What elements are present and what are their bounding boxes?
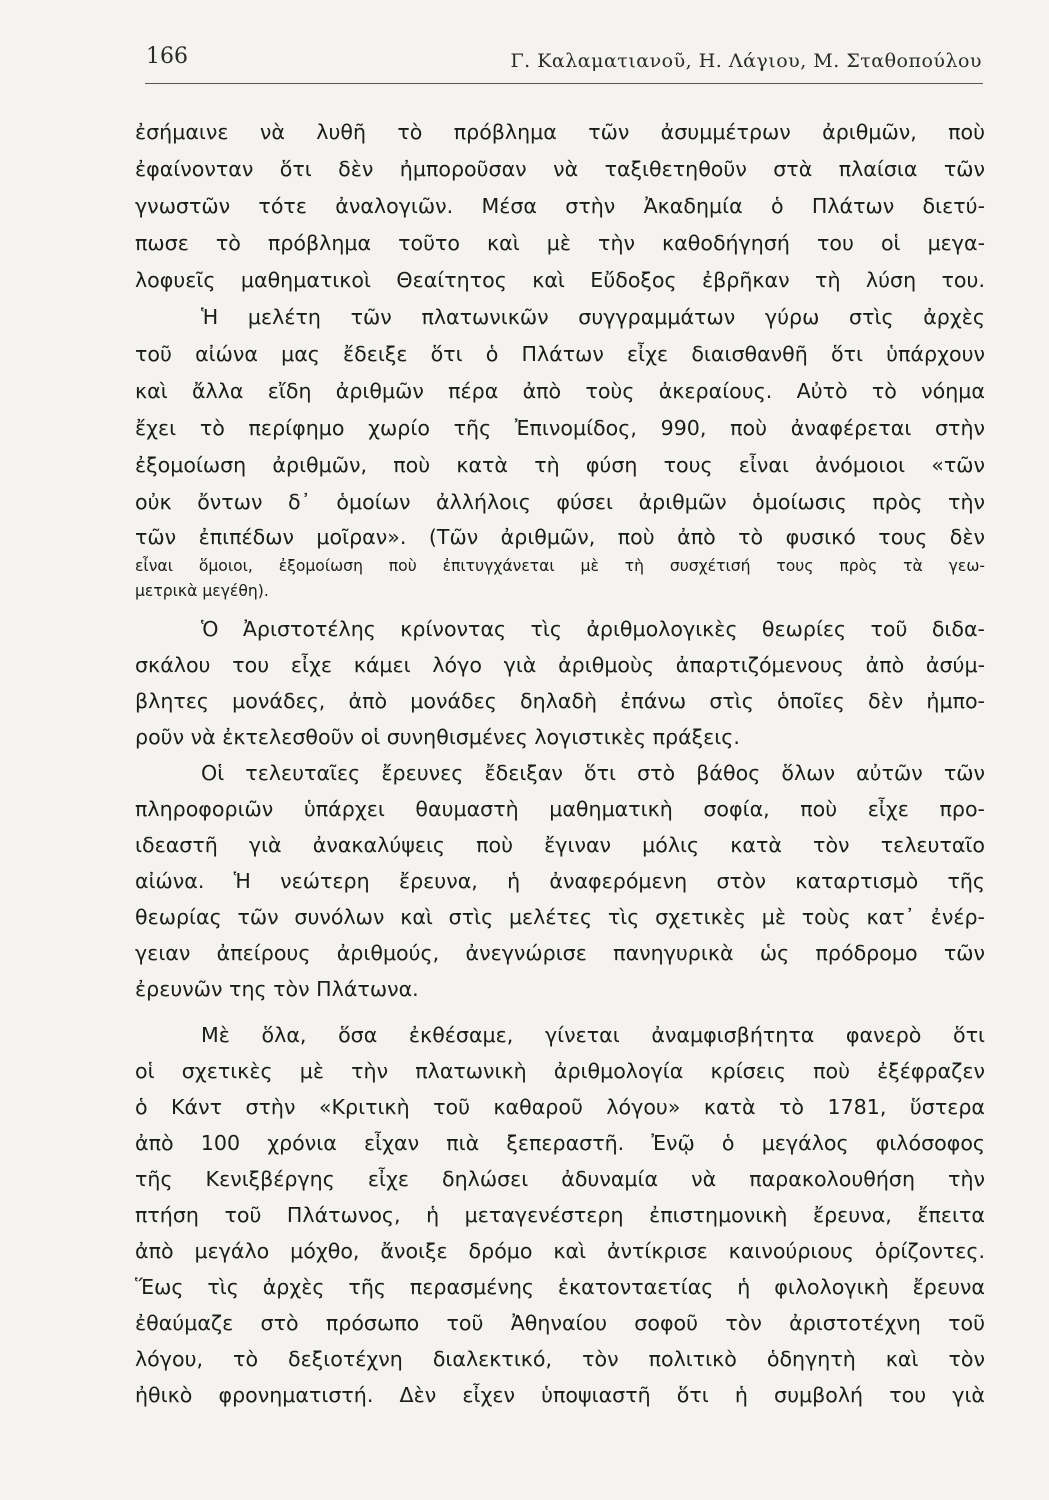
text-line: τῶν ἐπιπέδων μοῖραν». (Τῶν ἀριθμῶν, ποὺ ἀπὸ τὸ φυσικό τους δὲν bbox=[135, 525, 985, 549]
text-line: ἐρευνῶν της τὸν Πλάτωνα. bbox=[135, 977, 419, 1001]
text-line: ἐσήμαινε νὰ λυθῆ τὸ πρόβλημα τῶν ἀσυμμέτρων ἀριθμῶν, ποὺ bbox=[135, 120, 985, 144]
text-line: ἀπὸ μεγάλο μόχθο, ἄνοιξε δρόμο καὶ ἀντίκρισε καινούριους ὁρίζοντες. bbox=[135, 1239, 985, 1263]
text-line: ροῦν νὰ ἐκτελεσθοῦν οἱ συνηθισμένες λογιστικὲς πράξεις. bbox=[135, 725, 740, 749]
text-line: ἀπὸ 100 χρόνια εἶχαν πιὰ ξεπεραστῆ. Ἐνῷ ὁ μεγάλος φιλόσοφος bbox=[135, 1131, 985, 1155]
text-line: τῆς Κενιξβέργης εἶχε δηλώσει ἀδυναμία νὰ παρακολουθήση τὴν bbox=[135, 1167, 985, 1191]
running-head-authors: Γ. Καλαματιανοῦ, Η. Λάγιου, Μ. Σταθοπούλου bbox=[510, 50, 982, 72]
text-line: Ὁ Ἀριστοτέλης κρίνοντας τὶς ἀριθμολογικὲς θεωρίες τοῦ διδα- bbox=[201, 617, 985, 641]
text-line: πωσε τὸ πρόβλημα τοῦτο καὶ μὲ τὴν καθοδήγησή του οἱ μεγα- bbox=[135, 231, 985, 255]
text-line: Ἡ μελέτη τῶν πλατωνικῶν συγγραμμάτων γύρω στὶς ἀρχὲς bbox=[201, 305, 985, 329]
text-line: ὁ Κάντ στὴν «Κριτικὴ τοῦ καθαροῦ λόγου» κατὰ τὸ 1781, ὕστερα bbox=[135, 1095, 985, 1119]
page-number: 166 bbox=[146, 44, 188, 69]
text-line: ἐξομοίωση ἀριθμῶν, ποὺ κατὰ τὴ φύση τους εἶναι ἀνόμοιοι «τῶν bbox=[135, 453, 985, 477]
text-line: οἱ σχετικὲς μὲ τὴν πλατωνικὴ ἀριθμολογία κρίσεις ποὺ ἐξέφραζεν bbox=[135, 1059, 985, 1083]
text-line: Οἱ τελευταῖες ἔρευνες ἔδειξαν ὅτι στὸ βάθος ὅλων αὐτῶν τῶν bbox=[201, 761, 985, 785]
text-line: πτήση τοῦ Πλάτωνος, ἡ μεταγενέστερη ἐπιστημονικὴ ἔρευνα, ἔπειτα bbox=[135, 1203, 985, 1227]
text-line-note: εἶναι ὅμοιοι, ἐξομοίωση ποὺ ἐπιτυγχάνεται μὲ τὴ συσχέτισή τους πρὸς τὰ γεω- bbox=[135, 557, 985, 575]
text-line: τοῦ αἰώνα μας ἔδειξε ὅτι ὁ Πλάτων εἶχε διαισθανθῆ ὅτι ὑπάρχουν bbox=[135, 342, 985, 366]
text-line: θεωρίας τῶν συνόλων καὶ στὶς μελέτες τὶς σχετικὲς μὲ τοὺς κατ᾽ ἐνέρ- bbox=[135, 905, 985, 929]
text-line: Ἕως τὶς ἀρχὲς τῆς περασμένης ἑκατονταετίας ἡ φιλολογικὴ ἔρευνα bbox=[135, 1275, 985, 1299]
text-line-note: μετρικὰ μεγέθη). bbox=[135, 582, 269, 600]
text-line: ἐφαίνονταν ὅτι δὲν ἠμποροῦσαν νὰ ταξιθετηθοῦν στὰ πλαίσια τῶν bbox=[135, 157, 985, 181]
text-line: γειαν ἀπείρους ἀριθμούς, ἀνεγνώρισε πανηγυρικὰ ὡς πρόδρομο τῶν bbox=[135, 941, 985, 965]
text-line: ἐθαύμαζε στὸ πρόσωπο τοῦ Ἀθηναίου σοφοῦ τὸν ἀριστοτέχνη τοῦ bbox=[135, 1311, 985, 1335]
text-line: πληροφοριῶν ὑπάρχει θαυμαστὴ μαθηματικὴ σοφία, ποὺ εἶχε προ- bbox=[135, 797, 985, 821]
header-rule bbox=[145, 83, 983, 84]
text-line: λόγου, τὸ δεξιοτέχνη διαλεκτικό, τὸν πολιτικὸ ὁδηγητὴ καὶ τὸν bbox=[135, 1347, 985, 1371]
text-line: γνωστῶν τότε ἀναλογιῶν. Μέσα στὴν Ἀκαδημία ὁ Πλάτων διετύ- bbox=[135, 194, 985, 218]
text-line: λοφυεῖς μαθηματικοὶ Θεαίτητος καὶ Εὔδοξος ἐβρῆκαν τὴ λύση του. bbox=[135, 268, 985, 292]
text-line: ἠθικὸ φρονηματιστή. Δὲν εἶχεν ὑποψιαστῆ ὅτι ἡ συμβολή του γιὰ bbox=[135, 1383, 985, 1407]
text-line: σκάλου του εἶχε κάμει λόγο γιὰ ἀριθμοὺς ἀπαρτιζόμενους ἀπὸ ἀσύμ- bbox=[135, 653, 985, 677]
text-line: ιδεαστῆ γιὰ ἀνακαλύψεις ποὺ ἔγιναν μόλις κατὰ τὸν τελευταῖο bbox=[135, 833, 985, 857]
text-line: Μὲ ὅλα, ὅσα ἐκθέσαμε, γίνεται ἀναμφισβήτητα φανερὸ ὅτι bbox=[201, 1023, 985, 1047]
text-line: οὐκ ὄντων δ᾽ ὁμοίων ἀλλήλοις φύσει ἀριθμῶν ὁμοίωσις πρὸς τὴν bbox=[135, 490, 985, 514]
text-line: ἔχει τὸ περίφημο χωρίο τῆς Ἐπινομίδος, 990, ποὺ ἀναφέρεται στὴν bbox=[135, 416, 985, 440]
text-line: βλητες μονάδες, ἀπὸ μονάδες δηλαδὴ ἐπάνω στὶς ὁποῖες δὲν ἠμπο- bbox=[135, 689, 985, 713]
text-line: καὶ ἄλλα εἴδη ἀριθμῶν πέρα ἀπὸ τοὺς ἀκεραίους. Αὐτὸ τὸ νόημα bbox=[135, 379, 985, 403]
text-line: αἰώνα. Ἡ νεώτερη ἔρευνα, ἡ ἀναφερόμενη στὸν καταρτισμὸ τῆς bbox=[135, 869, 985, 893]
